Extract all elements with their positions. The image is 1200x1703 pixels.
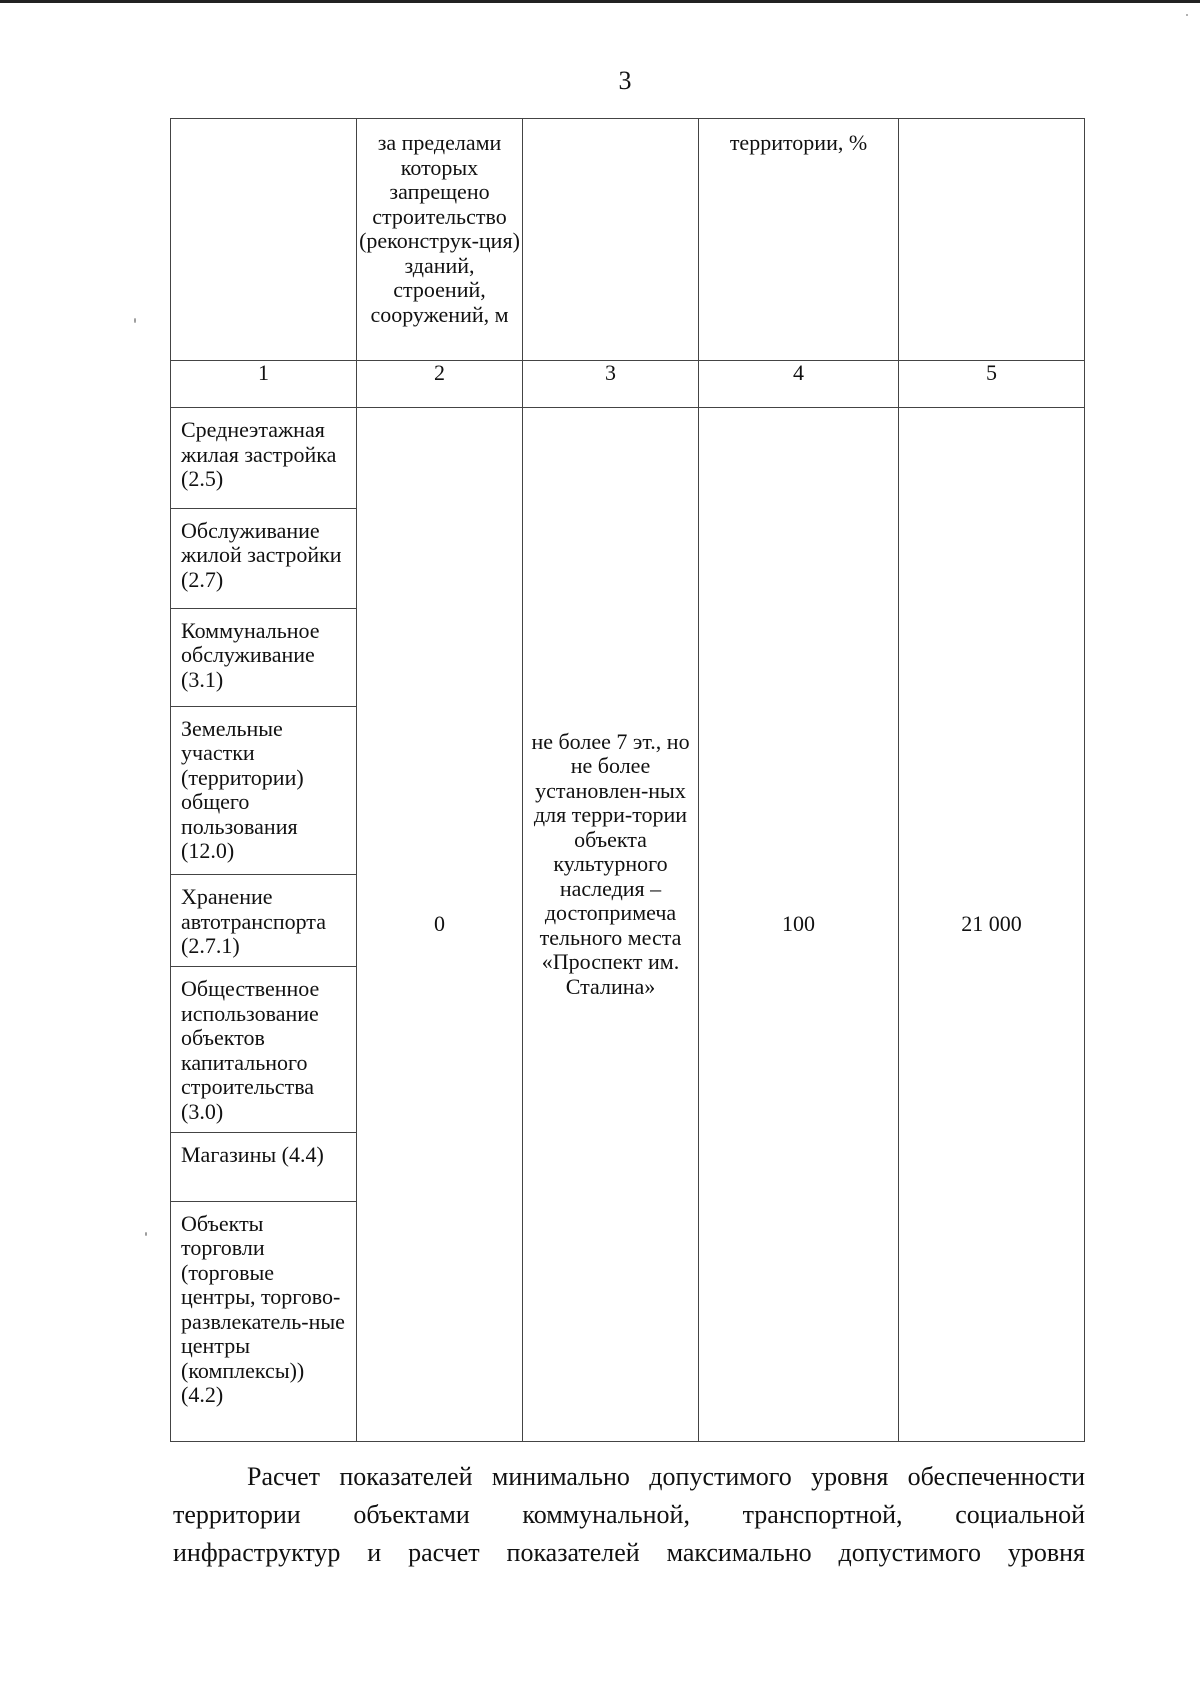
land-use-cell: Коммунальное обслуживание (3.1)	[171, 608, 357, 706]
body-line: Расчет показателей минимально допустимого уровня обеспеченности	[247, 1462, 1085, 1491]
scan-top-edge	[0, 0, 1200, 3]
body-paragraph	[173, 1458, 1085, 1572]
scan-speck	[145, 1232, 147, 1236]
scan-speck	[1186, 14, 1188, 16]
land-use-cell: Хранение автотранспорта (2.7.1)	[171, 875, 357, 967]
land-use-cell: Среднеэтажная жилая застройка (2.5)	[171, 408, 357, 508]
table-row	[171, 408, 1085, 508]
column-number-row	[171, 361, 1085, 408]
page-number: 3	[618, 66, 632, 95]
header-cell-5	[899, 119, 1085, 361]
col3-value: не более 7 эт., но не более установлен-ных для терри-тории объекта культурного наследия – достопримеча тельного места «Проспект им. Сталина»	[531, 728, 690, 999]
scan-speck	[134, 318, 136, 323]
col5-value: 21 000	[961, 911, 1022, 937]
header-cell-3	[523, 119, 699, 361]
zoning-parameters-table	[170, 118, 1085, 1442]
col2-value: 0	[434, 911, 445, 937]
header-col4-text: территории, %	[729, 130, 868, 155]
column-number: 4	[699, 361, 899, 408]
land-use-cell: Обслуживание жилой застройки (2.7)	[171, 508, 357, 608]
land-use-cell: Земельные участки (территории) общего пользования (12.0)	[171, 706, 357, 874]
col2-value-cell	[357, 408, 523, 1442]
column-number: 3	[523, 361, 699, 408]
col4-value: 100	[782, 911, 815, 937]
body-line: инфраструктур и расчет показателей максимально допустимого уровня	[173, 1538, 1085, 1567]
land-use-cell: Магазины (4.4)	[171, 1133, 357, 1201]
land-use-cell: Объекты торговли (торговые центры, торгово-развлекатель-ные центры (комплексы)) (4.2)	[171, 1201, 357, 1441]
header-cell-2	[357, 119, 523, 361]
column-number: 2	[357, 361, 523, 408]
body-line: территории объектами коммунальной, транспортной, социальной	[173, 1500, 1085, 1529]
header-cell-4	[699, 119, 899, 361]
column-number: 1	[171, 361, 357, 408]
col4-value-cell	[699, 408, 899, 1442]
header-col2-text: за пределами которых запрещено строительство (реконструк-ция) зданий, строений, сооружений, м	[359, 130, 520, 327]
column-number: 5	[899, 361, 1085, 408]
col3-value-cell	[523, 408, 699, 1442]
header-cell-1	[171, 119, 357, 361]
col5-value-cell	[899, 408, 1085, 1442]
land-use-cell: Общественное использование объектов капитального строительства (3.0)	[171, 967, 357, 1133]
table-header-continuation-row	[171, 119, 1085, 361]
